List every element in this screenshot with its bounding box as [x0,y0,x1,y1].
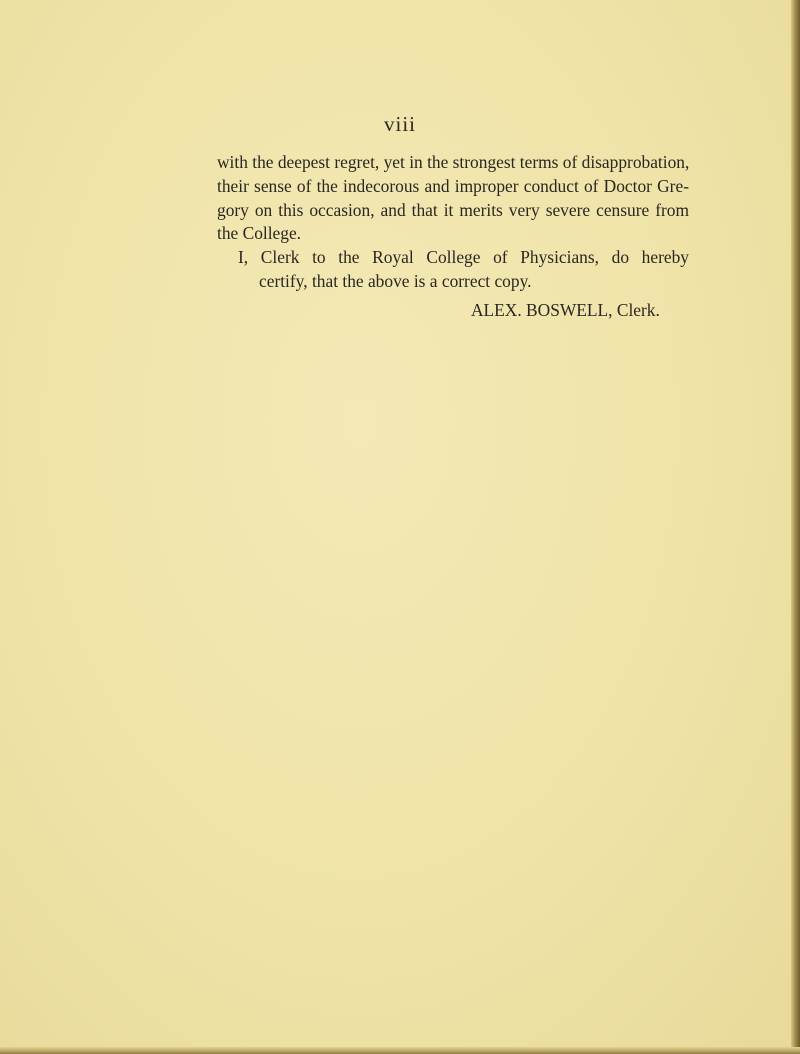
text-line: I, Clerk to the Royal College of Physicians, do hereby [238,247,689,268]
text-line: the College. [217,223,302,244]
page-edge-bottom [0,1047,800,1054]
clerk-signature: ALEX. BOSWELL, Clerk. [471,300,660,320]
body-text [217,151,689,294]
page-edge-right [791,0,800,1054]
page-number: viii [383,112,416,136]
text-line: certify, that the above is a correct copy. [259,270,532,291]
text-line: their sense of the indecorous and improper conduct of Doctor Gre- [217,175,689,196]
text-line: gory on this occasion, and that it merits very severe censure from [217,199,689,220]
text-line: with the deepest regret, yet in the strongest terms of disapprobation, [217,152,690,172]
